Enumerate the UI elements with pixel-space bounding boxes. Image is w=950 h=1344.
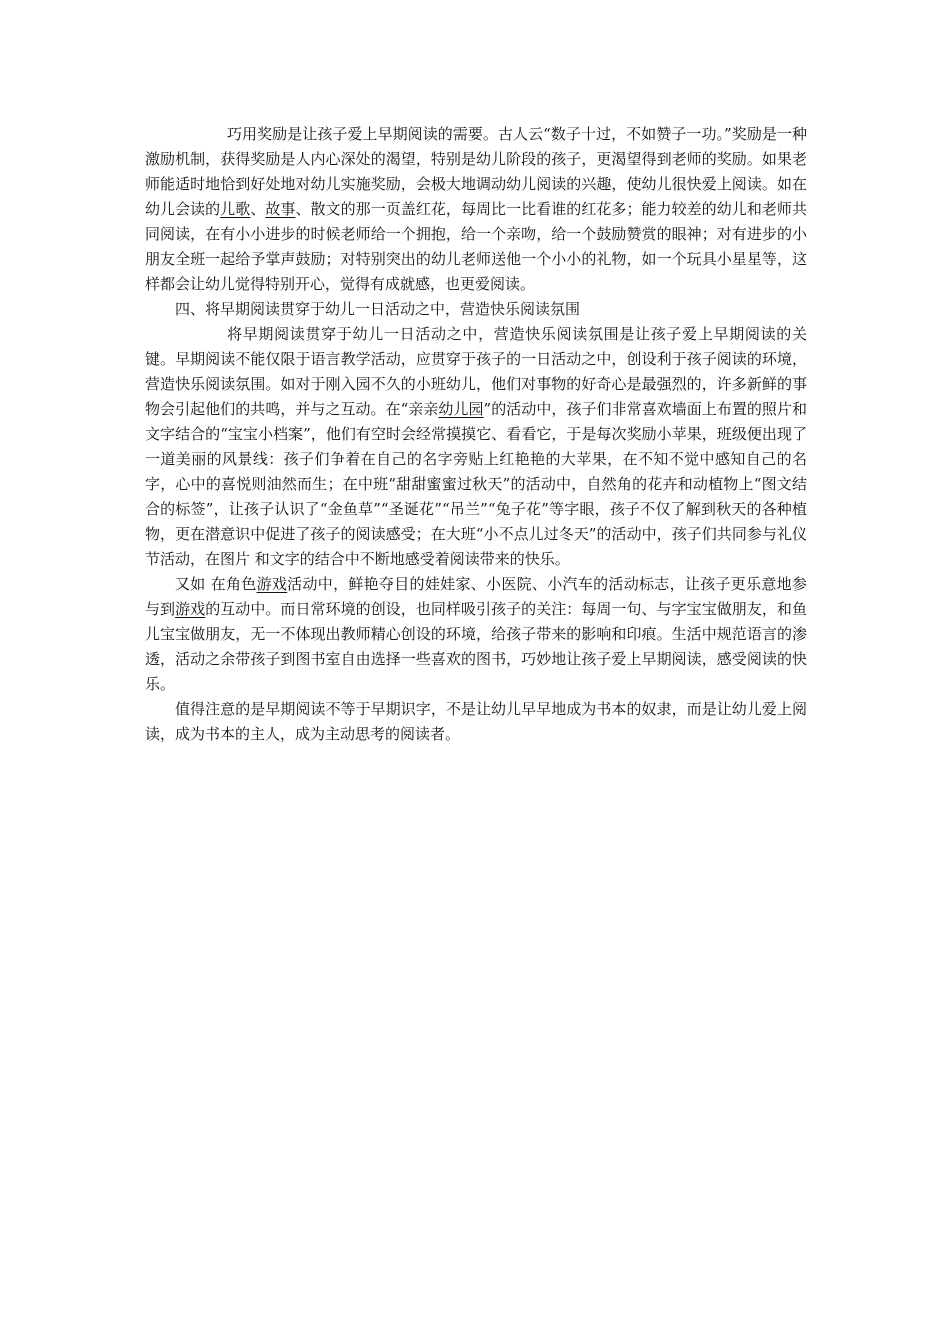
paragraph-text: 又如 在角色 [175, 575, 257, 593]
paragraph-daily-activities [145, 322, 807, 572]
link-nursery-rhymes[interactable]: 儿歌 [220, 200, 251, 218]
paragraph-text: ”的活动中，孩子们非常喜欢墙面上布置的照片和文字结合的“宝宝小档案”，他们有空时会经常摸摸它、看看它，于是每次奖励小苹果，班级便出现了一道美丽的风景线：孩子们争着在自己的名字旁贴上红艳艳的大苹果，在不知不觉中感知自己的名字，心中的喜悦则油然而生；在中班“甜甜蜜蜜过秋天”的活动中，自然角的花卉和动植物上“图文结合的标签”，让孩子认识了“金鱼草”“圣诞花”“吊兰”“兔子花”等字眼，孩子不仅了解到秋天的各种植物，更在潜意识中促进了孩子的阅读感受；在大班“小不点儿过冬天”的活动中，孩子们共同参与礼仪节活动，在图片 和文字的结合中不断地感受着阅读带来的快乐。 [145, 400, 808, 568]
paragraph-text: 的互动中。而日常环境的创设，也同样吸引孩子的关注：每周一句、与字宝宝做朋友，和鱼儿宝宝做朋友，无一不体现出教师精心创设的环境，给孩子带来的影响和印痕。生活中规范语言的渗透，活动之余带孩子到图书室自由选择一些喜欢的图书，巧妙地让孩子爱上早期阅读，感受阅读的快乐。 [145, 600, 807, 693]
paragraph-games [145, 572, 807, 697]
paragraph-text: 巧用奖励是让孩子爱上早期阅读的需要。古人云“数子十过，不如赞子一功。”奖励是一种激励机制，获得奖励是人内心深处的渴望，特别是幼儿阶段的孩子，更渴望得到老师的奖励。如果老师能适时地恰到好处地对幼儿实施奖励，会极大地调动幼儿阅读的兴趣，使幼儿很快爱上阅读。如在幼儿会读的 [145, 125, 807, 218]
paragraph-text: 、散文的那一页盖红花，每周比一比看谁的红花多；能力较差的幼儿和老师共同阅读，在有小小进步的时候老师给一个拥抱，给一个亲吻，给一个鼓励赞赏的眼神；对有进步的小朋友全班一起给予掌声鼓励；对特别突出的幼儿老师送他一个小小的礼物，如一个玩具小星星等，这样都会让幼儿觉得特别开心，觉得有成就感，也更爱阅读。 [145, 200, 807, 293]
link-stories[interactable]: 故事 [265, 200, 296, 218]
paragraph-text: 活动中，鲜艳夺目的娃娃家、小医院、小汽车的活动标志，让孩子更乐意地参与到 [145, 575, 807, 618]
link-kindergarten[interactable]: 幼儿园 [438, 400, 484, 418]
link-games-2[interactable]: 游戏 [175, 600, 206, 618]
paragraph-text: 将早期阅读贯穿于幼儿一日活动之中，营造快乐阅读氛围是让孩子爱上早期阅读的关键。早期阅读不能仅限于语言教学活动，应贯穿于孩子的一日活动之中，创设利于孩子阅读的环境，营造快乐阅读氛围。如对于刚入园不久的小班幼儿，他们对事物的好奇心是最强烈的，许多新鲜的事物会引起他们的共鸣，并与之互动。在“亲亲 [145, 325, 807, 418]
document-page [145, 122, 807, 747]
paragraph-reward [145, 122, 807, 297]
paragraph-text: 、 [250, 200, 266, 218]
link-games-1[interactable]: 游戏 [256, 575, 288, 593]
section-heading-4: 四、将早期阅读贯穿于幼儿一日活动之中，营造快乐阅读氛围 [175, 300, 581, 318]
paragraph-conclusion: 值得注意的是早期阅读不等于早期识字，不是让幼儿早早地成为书本的奴隶，而是让幼儿爱上阅读，成为书本的主人，成为主动思考的阅读者。 [145, 700, 807, 743]
